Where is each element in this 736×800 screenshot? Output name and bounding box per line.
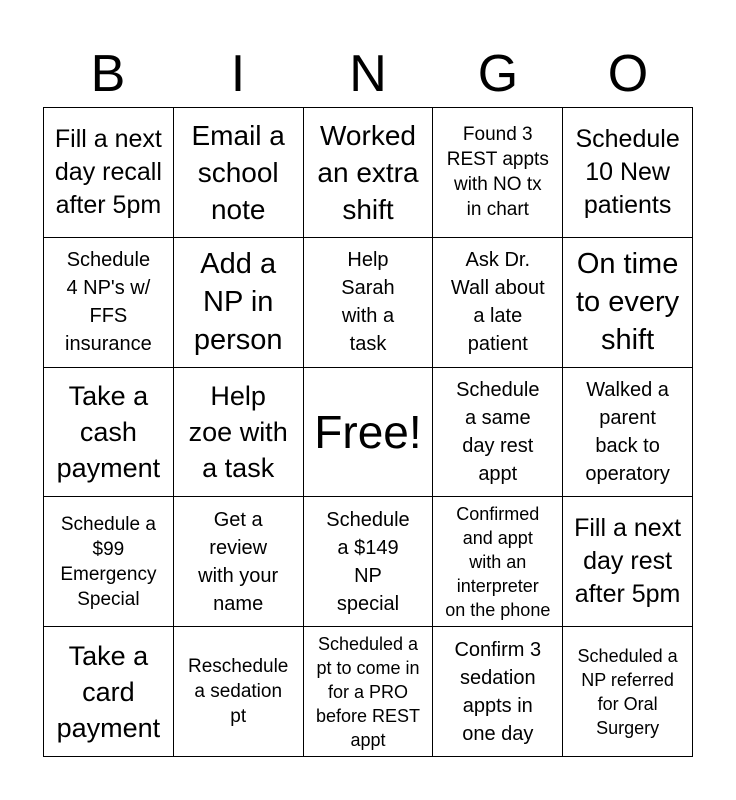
bingo-cell-r3c1[interactable]: Take a cash payment xyxy=(44,368,174,498)
bingo-header xyxy=(43,40,693,108)
header-letter-n: N xyxy=(349,45,387,103)
bingo-cell-r5c5[interactable]: Scheduled a NP referred for Oral Surgery xyxy=(563,627,693,757)
bingo-cell-r4c2[interactable]: Get a review with your name xyxy=(174,497,304,627)
bingo-cell-r4c4[interactable]: Confirmed and appt with an interpreter on the phone xyxy=(433,497,563,627)
bingo-cell-r5c1[interactable]: Take a card payment xyxy=(44,627,174,757)
header-letter-i: I xyxy=(230,45,246,103)
free-space[interactable]: Free! xyxy=(304,368,434,498)
bingo-cell-r5c2[interactable]: Reschedule a sedation pt xyxy=(174,627,304,757)
bingo-cell-r3c5[interactable]: Walked a parent back to operatory xyxy=(563,368,693,498)
bingo-cell-r1c1[interactable]: Fill a next day recall after 5pm xyxy=(44,108,174,238)
bingo-cell-r5c4[interactable]: Confirm 3 sedation appts in one day xyxy=(433,627,563,757)
bingo-cell-r5c3[interactable]: Scheduled a pt to come in for a PRO before REST appt xyxy=(304,627,434,757)
bingo-cell-r1c4[interactable]: Found 3 REST appts with NO tx in chart xyxy=(433,108,563,238)
bingo-cell-r4c1[interactable]: Schedule a $99 Emergency Special xyxy=(44,497,174,627)
bingo-cell-r2c4[interactable]: Ask Dr. Wall about a late patient xyxy=(433,238,563,368)
bingo-cell-r2c5[interactable]: On time to every shift xyxy=(563,238,693,368)
bingo-cell-r2c3[interactable]: Help Sarah with a task xyxy=(304,238,434,368)
bingo-cell-r4c5[interactable]: Fill a next day rest after 5pm xyxy=(563,497,693,627)
bingo-cell-r2c1[interactable]: Schedule 4 NP's w/ FFS insurance xyxy=(44,238,174,368)
bingo-cell-r4c3[interactable]: Schedule a $149 NP special xyxy=(304,497,434,627)
bingo-cell-r3c4[interactable]: Schedule a same day rest appt xyxy=(433,368,563,498)
bingo-cell-r1c5[interactable]: Schedule 10 New patients xyxy=(563,108,693,238)
bingo-cell-r1c3[interactable]: Worked an extra shift xyxy=(304,108,434,238)
header-letter-o: O xyxy=(607,45,649,103)
bingo-cell-r1c2[interactable]: Email a school note xyxy=(174,108,304,238)
header-letter-g: G xyxy=(477,45,519,103)
bingo-cell-r2c2[interactable]: Add a NP in person xyxy=(174,238,304,368)
bingo-cell-r3c2[interactable]: Help zoe with a task xyxy=(174,368,304,498)
header-letter-b: B xyxy=(90,45,126,103)
bingo-board xyxy=(43,107,693,757)
